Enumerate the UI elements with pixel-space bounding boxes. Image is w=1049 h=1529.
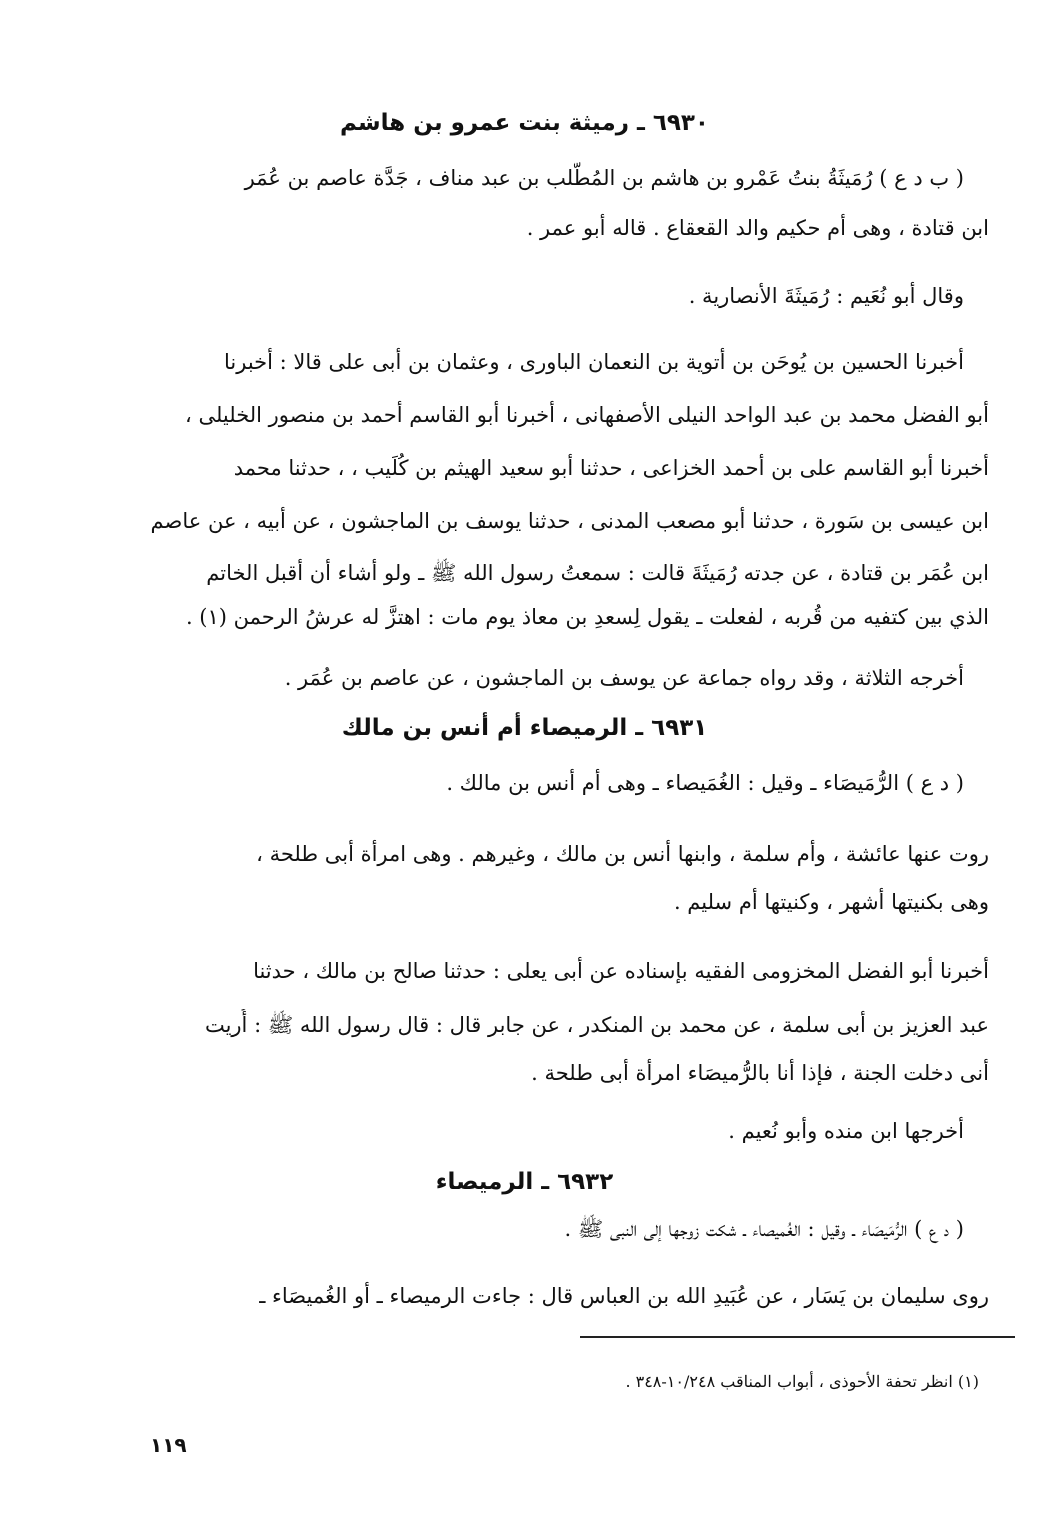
text-line: أخبرنا أبو القاسم على بن أحمد الخزاعى ، حدثنا أبو سعيد الهيثم بن كُلَيب ، ، حدثنا محمد xyxy=(233,456,989,480)
text-line: أخبرنا الحسين بن يُوحَن بن أتوية بن النعمان الباورى ، وعثمان بن أبى على قالا : أخبرنا xyxy=(224,350,964,374)
text-line: ( د ع ) الرُّمَيصَاء ـ وقيل : الغُمَيصاء ـ وهى أم أنس بن مالك . xyxy=(446,771,964,795)
text-line: أخبرنا أبو الفضل المخزومى الفقيه بإسناده عن أبى يعلى : حدثنا صالح بن مالك ، حدثنا xyxy=(253,959,989,983)
text-line: روت عنها عائشة ، وأم سلمة ، وابنها أنس بن مالك ، وغيرهم . وهى امرأة أبى طلحة ، xyxy=(256,842,989,866)
text-line: ابن عيسى بن سَورة ، حدثنا أبو مصعب المدنى ، حدثنا يوسف بن الماجشون ، عن أبيه ، عن عاصم xyxy=(150,509,989,533)
page-number: ١١٩ xyxy=(150,1433,187,1457)
text-line: ابن عُمَر بن قتادة ، عن جدته رُمَيثَةَ قالت : سمعتُ رسول الله ﷺ ـ ولو أشاء أن أقبل الخاتم xyxy=(206,561,989,585)
footnote-divider xyxy=(580,1336,1015,1338)
text-line: ابن قتادة ، وهى أم حكيم والد القعقاع . قاله أبو عمر . xyxy=(526,216,989,240)
text-line: أبو الفضل محمد بن عبد الواحد النيلى الأصفهانى ، أخبرنا أبو القاسم أحمد بن منصور الخليلى ، xyxy=(185,403,989,427)
text-line: روى سليمان بن يَسَار ، عن عُبَيدِ الله بن العباس قال : جاءت الرميصاء ـ أو الغُميصَاء ـ xyxy=(259,1284,989,1308)
entry-heading-6930: ٦٩٣٠ ـ رميثة بنت عمرو بن هاشم xyxy=(340,110,709,136)
text-line: وهى بكنيتها أشهر ، وكنيتها أم سليم . xyxy=(673,890,989,914)
text-line: عبد العزيز بن أبى سلمة ، عن محمد بن المنكدر ، عن جابر قال : قال رسول الله ﷺ : أُريت xyxy=(204,1013,989,1037)
entry-heading-6931: ٦٩٣١ ـ الرميصاء أم أنس بن مالك xyxy=(341,715,708,741)
footnote: (١) انظر تحفة الأحوذى ، أبواب المناقب ١٠/٢٤٨-٣٤٨ . xyxy=(625,1372,979,1391)
text-line: أخرجه الثلاثة ، وقد رواه جماعة عن يوسف بن الماجشون ، عن عاصم بن عُمَر . xyxy=(284,666,964,690)
text-line: الذي بين كتفيه من قُربه ، لفعلت ـ يقول لِسعدِ بن معاذ يوم مات : اهتزَّ له عرشُ الرحمن (١) . xyxy=(185,605,989,629)
text-line: ( ب د ع ) رُمَيثَةُ بنتُ عَمْرو بن هاشم بن المُطَّلب بن عبد مناف ، جَدَّة عاصم بن عُمَر xyxy=(244,166,964,190)
entry-heading-6932: ٦٩٣٢ ـ الرميصاء xyxy=(435,1169,614,1195)
text-line: أنى دخلت الجنة ، فإذا أنا بالرُّميصَاء امرأة أبى طلحة . xyxy=(531,1061,989,1085)
text-line: أخرجها ابن منده وأبو نُعيم . xyxy=(728,1119,964,1143)
text-line: وقال أبو نُعَيم : رُمَيثَةَ الأنصارية . xyxy=(688,284,964,308)
text-line: ( د ع ) الرُّمَيصَاء ـ وقيل : الغُميصاء ـ شكت زوجها إلى النبى ﷺ . xyxy=(564,1217,964,1241)
